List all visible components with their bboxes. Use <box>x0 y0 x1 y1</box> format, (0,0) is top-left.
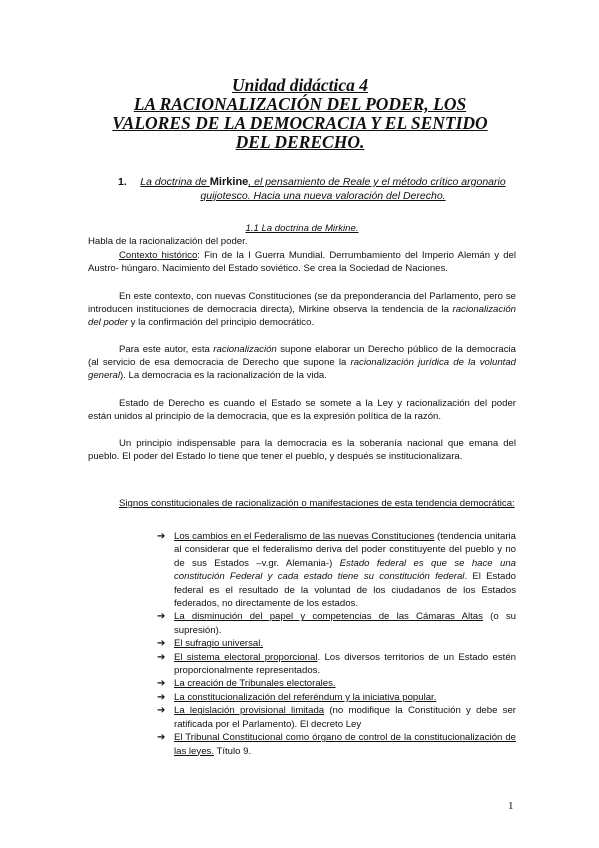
intro-line: Habla de la racionalización del poder. <box>88 236 248 247</box>
section-number: 1. <box>118 176 127 188</box>
arrow-icon: ➔ <box>157 705 166 717</box>
bullet-label: El sistema electoral proporcional <box>174 651 318 663</box>
title-line-2: LA RACIONALIZACIÓN DEL PODER, LOS <box>133 94 467 114</box>
p3-text-d: racionalización jurídica de la voluntad general <box>88 357 516 382</box>
signos-heading: Signos constitucionales de racionalización o manifestaciones de esta tendencia democrática: <box>119 498 515 509</box>
title-unit: Unidad didáctica 4 <box>231 75 369 95</box>
p3-text-b: racionalización <box>213 344 277 355</box>
p2-text-a: En este contexto, con nuevas Constituciones (se da preponderancia del Parlamento, pero se introducen instituciones de democracia directa), Mirkine observa la tendencia de la <box>88 291 516 316</box>
list-item <box>157 731 516 758</box>
paragraph-estado-derecho: Estado de Derecho es cuando el Estado se somete a la Ley y racionalización del poder están unidos al principio de la democracia, que es la expresión política de la razón. <box>88 398 516 423</box>
section-title-name: Mirkine <box>209 176 249 188</box>
arrow-icon: ➔ <box>157 651 166 663</box>
paragraph-author <box>88 343 516 383</box>
section-1-heading <box>118 175 518 203</box>
bullet-label: Los cambios en el Federalismo de las nuevas Constituciones <box>174 531 435 542</box>
p2-text-b: racionalización del poder <box>88 304 516 329</box>
list-item <box>157 691 516 704</box>
context-label: Contexto histórico <box>119 250 198 261</box>
list-item <box>157 704 516 731</box>
title-line-4: DEL DERECHO. <box>235 132 365 152</box>
bullet-label: La legislación provisional limitada <box>174 705 325 717</box>
context-paragraph <box>88 249 516 275</box>
signos-list <box>157 530 517 758</box>
bullet-label: La constitucionalización del referéndum y la iniciativa popular. <box>174 691 437 703</box>
document-title <box>80 76 520 152</box>
bullet-italic-text: Estado federal es que se hace una constitución Federal y cada estado tiene su constitución federal <box>174 557 517 583</box>
p3-text-c: supone elaborar un Derecho público de la democracia (al servicio de esa democracia de Derecho que supone la <box>88 344 517 369</box>
arrow-icon: ➔ <box>157 678 166 690</box>
bullet-text: (tendencia unitaria al considerar que el federalismo deriva del poder constituyente del pueblo y no de sus Estados –v.gr. Alemania-) <box>174 531 516 569</box>
p3-text-a: Para este autor, esta <box>119 344 214 355</box>
section-title-part-1: La doctrina de <box>140 176 210 188</box>
bullet-label: El sufragio universal. <box>174 638 264 650</box>
list-item <box>157 651 516 678</box>
bullet-label: La disminución del papel y competencias de las Cámaras Altas <box>174 611 483 623</box>
bullet-text: (no modifique la Constitución y debe ser ratificada por el Parlamento). El decreto Ley <box>174 705 516 730</box>
bullet-label: La creación de Tribunales electorales. <box>174 678 336 690</box>
arrow-icon: ➔ <box>157 638 166 650</box>
bullet-text: . Los diversos territorios de un Estado estén proporcionalmente representados. <box>174 651 516 677</box>
bullet-text: Título 9. <box>214 745 252 757</box>
list-item <box>157 637 516 650</box>
list-item <box>157 677 516 690</box>
list-item <box>157 530 517 610</box>
subsection-heading: 1.1 La doctrina de Mirkine. <box>245 223 359 234</box>
arrow-icon: ➔ <box>157 691 166 703</box>
context-text: : Fin de la I Guerra Mundial. Derrumbamiento del Imperio Alemán y del Austro- húngaro. Nacimiento del Estado soviético. Se crea la Sociedad de Naciones. <box>88 250 516 275</box>
bullet-text: (o su supresión). <box>174 611 516 636</box>
section-title-part-2: , el pensamiento de Reale y el método crítico argonario <box>248 176 506 188</box>
p3-text-e: ). La democracia es la racionalización de la vida. <box>120 370 327 382</box>
p2-text-c: y la confirmación del principio democrático. <box>128 317 315 329</box>
arrow-icon: ➔ <box>157 531 166 542</box>
section-title-part-3: quijotesco. Hacia una nueva valoración del Derecho. <box>200 190 446 202</box>
page-number: 1 <box>508 800 514 812</box>
title-line-3: VALORES DE LA DEMOCRACIA Y EL SENTIDO <box>112 113 488 133</box>
arrow-icon: ➔ <box>157 732 166 744</box>
paragraph-context <box>88 290 516 330</box>
bullet-label: El Tribunal Constitucional como órgano de control de la constitucionalización de las leyes. <box>174 732 516 757</box>
bullet-text: . El Estado federal es el resultado de la voluntad de los ciudadanos de los Estados federados, no directamente de los estados. <box>174 571 516 610</box>
list-item <box>157 610 516 637</box>
paragraph-soberania: Un principio indispensable para la democracia es la soberanía nacional que emana del pueblo. El poder del Estado lo tiene que tener el pueblo, y después se institucionalizara. <box>88 438 516 463</box>
arrow-icon: ➔ <box>157 611 166 623</box>
